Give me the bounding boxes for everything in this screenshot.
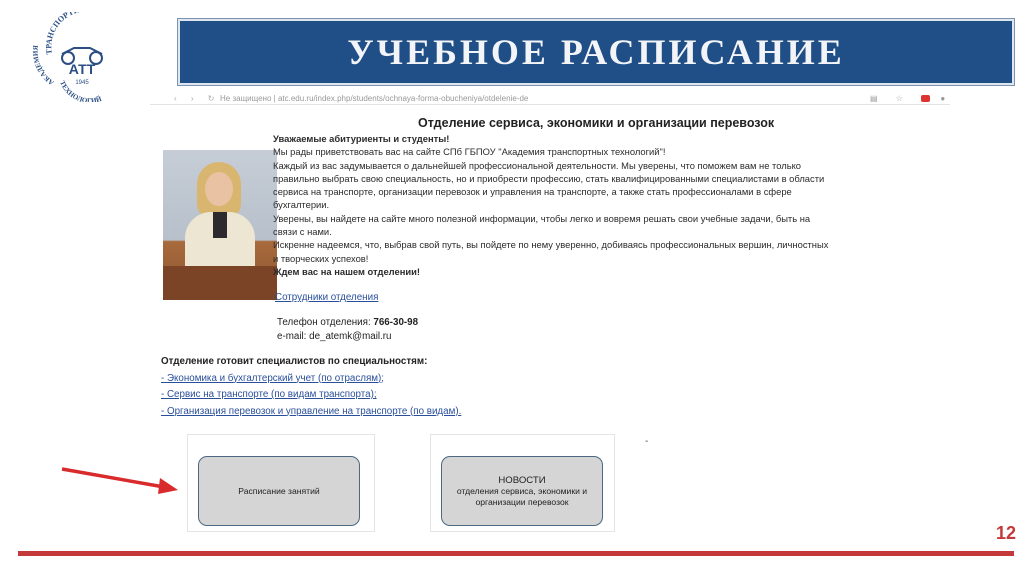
closing-line: Ждем вас на нашем отделении! — [273, 265, 421, 277]
page-number: 12 — [995, 523, 1016, 543]
logo-arc-left: АКАДЕМИЯ — [31, 44, 56, 87]
logo-year: 1945 — [75, 80, 89, 86]
welcome-text — [273, 132, 833, 278]
footer-divider — [18, 551, 1014, 556]
page-heading: Отделение сервиса, экономики и организации перевозок — [418, 116, 775, 130]
phone-value: 766-30-98 — [373, 317, 419, 328]
academy-logo-icon — [30, 12, 140, 102]
greeting: Уважаемые абитуриенты и студенты! — [273, 133, 450, 144]
email-label: e-mail: — [277, 331, 310, 342]
browser-nav-icons[interactable]: ‹ › ↻ — [174, 93, 221, 103]
department-head-photo — [163, 150, 277, 300]
website-screenshot — [150, 92, 954, 532]
specialties-heading: Отделение готовит специалистов по специальностям: — [161, 356, 428, 367]
logo-arc-top: ТРАНСПОРТ — [44, 12, 75, 55]
schedule-button-label: Расписание занятий — [238, 485, 320, 496]
specialty-link-economics[interactable]: - Экономика и бухгалтерский учет (по отраслям); — [161, 372, 384, 384]
specialties-section — [161, 354, 461, 420]
stray-dash: - — [645, 436, 649, 447]
url-text[interactable]: Не защищено | atc.edu.ru/index.php/students/ochnaya-forma-obucheniya/otdelenie-de — [220, 93, 529, 103]
paragraph-2: Каждый из вас задумывается о дальнейшей профессиональной деятельности. Мы уверены, что поможем вам не только правильно выбрать свою специальность, но и приобрести профессию, стать квалифицированными специалистами в области сервиса на транспорте, организации перевозок и управления на транспорте, а также стать профессионалами в сфере бухгалтерии. — [273, 159, 825, 211]
specialty-link-service[interactable]: - Сервис на транспорте (по видам транспорта); — [161, 389, 377, 400]
news-line-1: отделения сервиса, экономики и — [456, 485, 588, 496]
email-value[interactable]: de_atemk@mail.ru — [309, 331, 392, 342]
schedule-card — [187, 434, 375, 532]
paragraph-1: Мы рады приветствовать вас на сайте СПб ГБПОУ "Академия транспортных технологий"! — [273, 146, 666, 158]
news-card — [430, 434, 615, 532]
schedule-button[interactable] — [198, 456, 360, 526]
youtube-icon[interactable] — [921, 95, 930, 102]
news-line-2: организации перевозок — [475, 496, 569, 507]
logo-abbr: АТТ — [68, 61, 96, 77]
news-title: НОВОСТИ — [498, 474, 546, 486]
academy-logo — [30, 12, 140, 102]
browser-address-bar[interactable] — [150, 92, 954, 105]
browser-toolbar-icons[interactable]: ▤ ☆ ● — [870, 93, 954, 103]
specialty-link-transport[interactable]: - Организация перевозок и управление на транспорте (по видам). — [161, 405, 462, 417]
logo-arc-bottom: ТЕХНОЛОГИЙ — [58, 79, 103, 102]
staff-link[interactable]: Сотрудники отделения — [275, 292, 379, 303]
paragraph-3: Уверены, вы найдете на сайте много полезной информации, чтобы легко и вовремя решать свои учебные задачи, быть на связи с нами. — [273, 212, 811, 238]
slide-title-banner — [178, 19, 1014, 85]
paragraph-4: Искренне надеемся, что, выбрав свой путь, вы пойдете по нему уверенно, добиваясь профессиональных вершин, личностных и творческих успехов! — [273, 239, 829, 264]
phone-label: Телефон отделения: — [277, 317, 374, 328]
red-arrow-icon — [60, 465, 180, 495]
slide-title: УЧЕБНОЕ РАСПИСАНИЕ — [347, 32, 845, 72]
news-button[interactable] — [441, 456, 603, 526]
contacts — [277, 316, 418, 344]
